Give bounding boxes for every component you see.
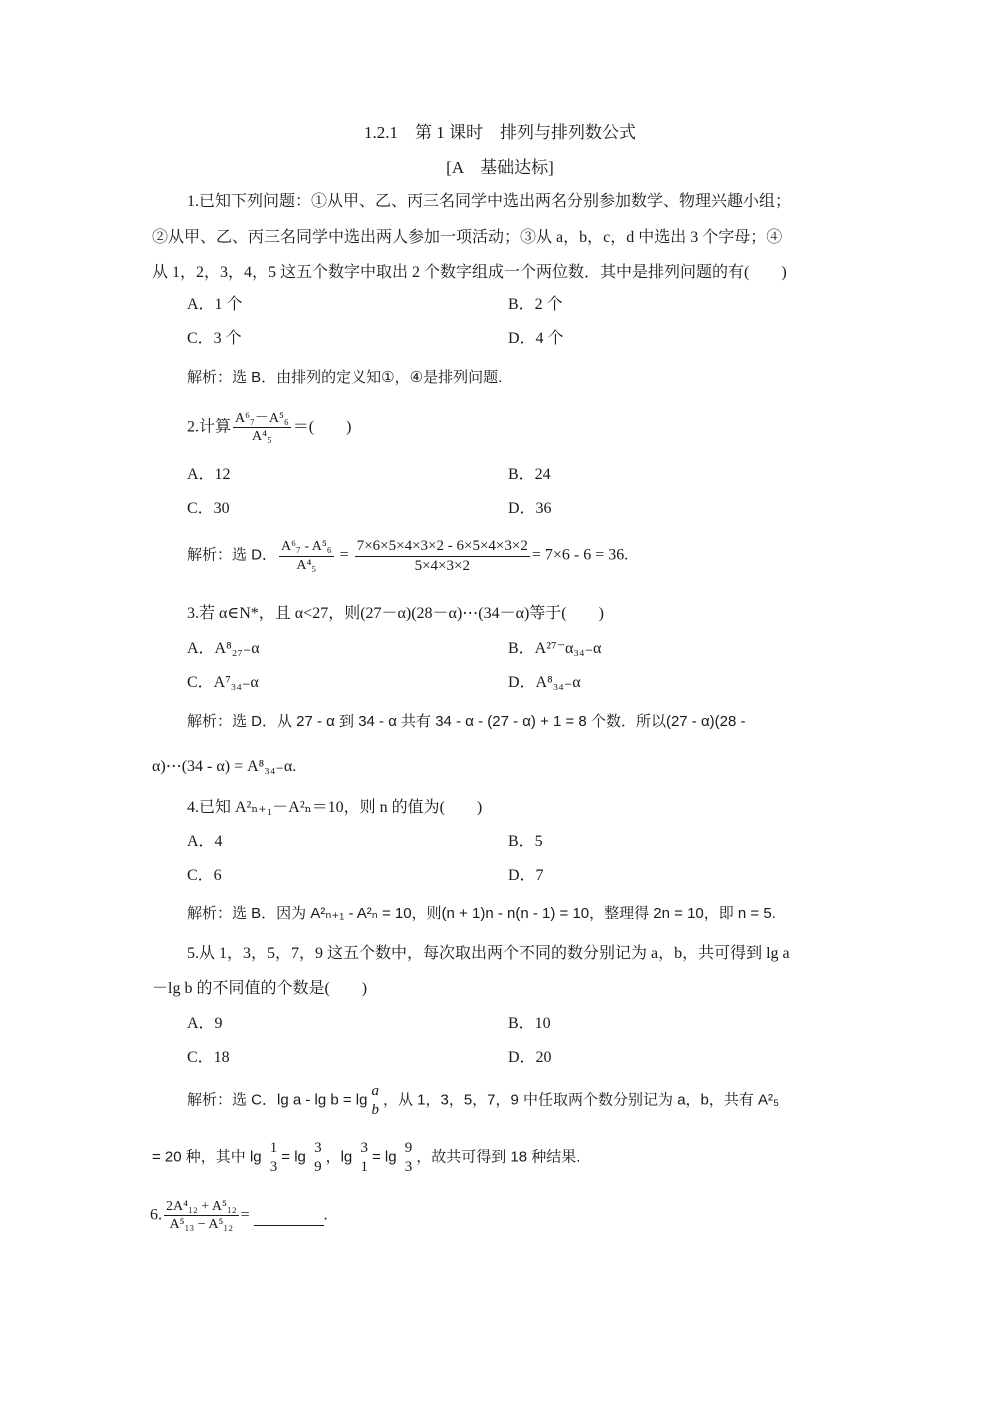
q1-stem-line3: 从 1，2，3，4，5 这五个数字中取出 2 个数字组成一个两位数．其中是排列问题的有( ) [152,264,787,281]
q5-stem-line1: 5.从 1，3，5，7，9 这五个数中，每次取出两个不同的数分别记为 a，b，共可得到 lg a [187,945,790,962]
q1-analysis: 解析：选 B．由排列的定义知①，④是排列问题. [187,369,503,386]
q2-stem: 2.计算 $\frac{\text{A⁶₇－A⁵₆}}{\text{A⁴₅}}$ ＝( ) [187,411,352,445]
q2-analysis: 解析：选 D． $\frac{\text{A⁶₇ - A⁵₆}}{\text{A⁴₅}}$ = $\frac{7\times 6\times 5\times 4\times 3\times 2 - 6\times 5\times 4\times 3\times 2}{5\times 4\times 3\times 2}$ = 7×6 - 6 = 36. [187,538,629,574]
q4-option-c: C．6 [187,867,222,884]
q3-option-d: D．A⁸₃₄₋α [508,674,581,691]
q6-fraction: $\frac{\text{2A⁴₁₂ + A⁵₁₂}}{\text{A⁵₁₃ − A⁵₁₂}}$ [166,1199,237,1233]
q5-analysis-line2: = 20 种，其中 lg 1 3 = lg 3 9 ，lg 3 1 = lg 9 3 ，故共可得到 18 种结果. [152,1140,581,1175]
q1-option-c: C．3 个 [187,330,242,347]
q2-option-d: D．36 [508,500,552,517]
q1-stem-line2: ②从甲、乙、丙三名同学中选出两人参加一项活动；③从 a，b，c，d 中选出 3 个字母；④ [152,229,783,246]
q3-stem: 3.若 α∈N*，且 α<27，则(27－α)(28－α)⋯(34－α)等于( ) [187,605,604,622]
q5-stem-line2: －lg b 的不同值的个数是( ) [152,980,368,997]
q1-option-a: A．1 个 [187,296,243,313]
q4-option-d: D．7 [508,867,544,884]
q5-option-b: B．10 [508,1015,551,1032]
q2-option-c: C．30 [187,500,230,517]
q2-option-b: B．24 [508,466,551,483]
q3-option-a: A．A⁸₂₇₋α [187,640,260,657]
q6-stem: 6. $\frac{\text{2A⁴₁₂ + A⁵₁₂}}{\text{A⁵₁₃ − A⁵₁₂}}$ = . [150,1199,328,1233]
q2-option-a: A．12 [187,466,231,483]
q4-stem: 4.已知 A²ₙ₊₁－A²ₙ＝10，则 n 的值为( ) [187,799,483,816]
q4-option-b: B．5 [508,833,543,850]
q5-option-c: C．18 [187,1049,230,1066]
q4-option-a: A．4 [187,833,223,850]
q3-analysis-line1: 解析：选 D．从 27 - α 到 34 - α 共有 34 - α - (27 - α) + 1 = 8 个数．所以(27 - α)(28 - [187,713,746,730]
q2-fraction: $\frac{\text{A⁶₇－A⁵₆}}{\text{A⁴₅}}$ [235,411,289,445]
q1-option-d: D．4 个 [508,330,564,347]
q3-option-c: C．A⁷₃₄₋α [187,674,259,691]
q1-stem-line1: 1.已知下列问题：①从甲、乙、丙三名同学中选出两名分别参加数学、物理兴趣小组； [187,193,792,210]
q5-analysis-line1: 解析：选 C．lg a - lg b = lg a b ，从 1，3，5，7，9 中任取两个数分别记为 a，b，共有 A²₅ [187,1083,780,1118]
q1-option-b: B．2 个 [508,296,563,313]
page-title: 1.2.1 第 1 课时 排列与排列数公式 [364,123,636,142]
q5-option-d: D．20 [508,1049,552,1066]
q3-option-b: B．A²⁷⁻α₃₄₋α [508,640,602,657]
section-heading: [A 基础达标] [446,158,554,177]
q4-analysis: 解析：选 B．因为 A²ₙ₊₁ - A²ₙ = 10，则(n + 1)n - n(n - 1) = 10，整理得 2n = 10，即 n = 5. [187,905,776,922]
q3-analysis-line2: α)⋯(34 - α) = A⁸₃₄₋α. [152,758,297,775]
answer-blank[interactable] [254,1225,324,1226]
q5-option-a: A．9 [187,1015,223,1032]
